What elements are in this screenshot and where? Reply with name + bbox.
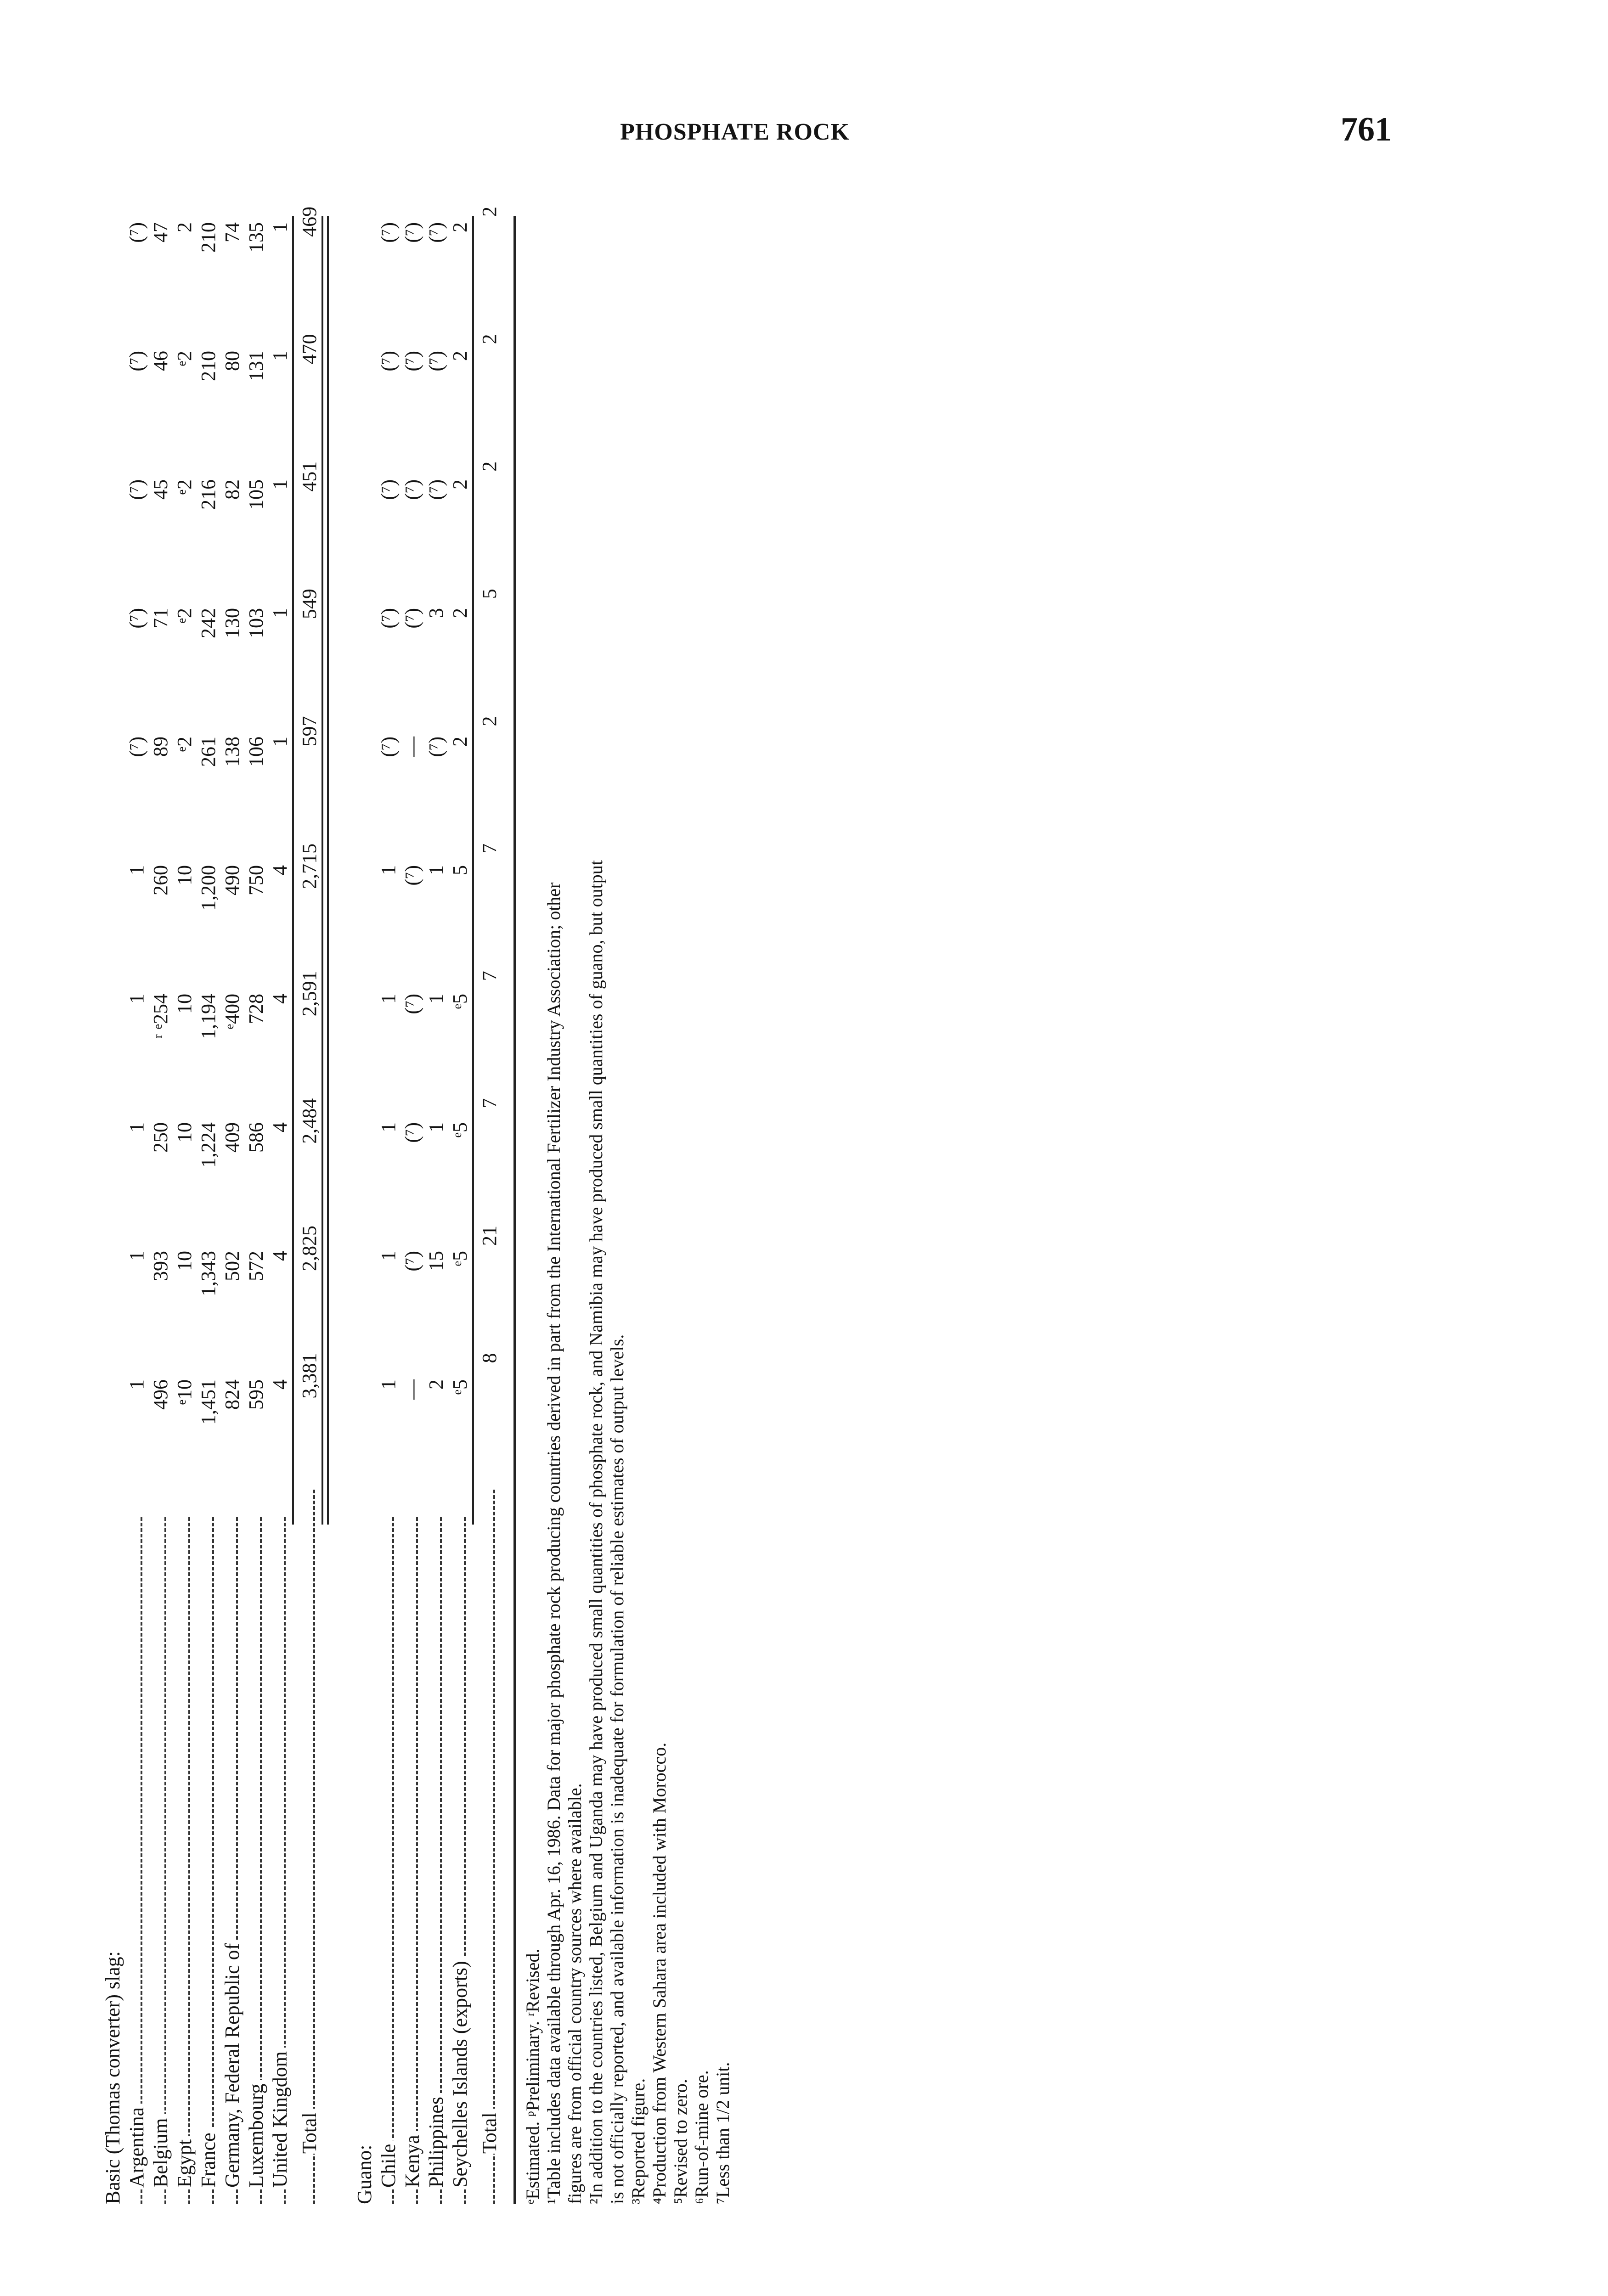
footnote-line: ¹Table includes data available through Apr. 16, 1986. Data for major phosphate rock producing countries derived in part from the International Fertilizer Industry Association; other — [543, 882, 564, 2204]
table-cell: 74 — [221, 222, 243, 242]
total-cell: 3,381 — [298, 1353, 321, 1399]
footnote-line: ⁴Production from Western Sahara area included with Morocco. — [649, 1742, 670, 2204]
table-cell: 210 — [197, 222, 220, 253]
table-cell: 2 — [449, 737, 471, 747]
page-number: 761 — [1341, 111, 1392, 148]
table-cell: 572 — [245, 1251, 267, 1281]
total-label — [298, 1480, 322, 2204]
footnote-line: ⁶Run-of-mine ore. — [691, 2070, 712, 2204]
total-cell: 2 — [478, 461, 501, 472]
table-cell: 261 — [197, 737, 220, 767]
row-label-text: Luxembourg — [245, 2080, 267, 2188]
table-cell: (⁷) — [425, 351, 447, 371]
table-cell: 1 — [125, 1251, 148, 1261]
table-cell: 728 — [245, 994, 267, 1024]
table-cell: 1 — [377, 865, 400, 875]
subtotal-rule — [292, 207, 294, 2204]
rule-line — [292, 216, 294, 1525]
table-cell: (⁷) — [125, 479, 148, 500]
table-cell: 4 — [269, 1379, 291, 1390]
total-cell: 7 — [478, 971, 501, 981]
table-cell: 2 — [449, 479, 471, 490]
table-cell: 45 — [149, 479, 172, 500]
table-cell: ᵉ2 — [173, 351, 196, 366]
section-heading-guano — [353, 1525, 377, 2204]
table-cell: (⁷) — [401, 1251, 423, 1272]
table-cell: 1 — [425, 994, 447, 1004]
table-cell: 1 — [377, 1379, 400, 1390]
total-label — [478, 1480, 502, 2204]
total-cell: 2,715 — [298, 843, 321, 889]
row-label — [149, 1508, 173, 2204]
table-row — [220, 207, 244, 2204]
total-double-rule — [322, 207, 329, 2204]
table-cell: 1 — [425, 865, 447, 875]
table-cell: ᵉ2 — [173, 737, 196, 752]
table-cell: (⁷) — [401, 351, 423, 371]
table-cell: 130 — [221, 608, 243, 638]
row-label — [424, 1508, 448, 2204]
table-cell: ᵉ5 — [449, 994, 471, 1009]
table-row — [197, 207, 220, 2204]
total-cell: 5 — [478, 589, 501, 599]
footnotes — [522, 230, 733, 2204]
table-cell: 1 — [377, 1251, 400, 1261]
row-label — [125, 1508, 149, 2204]
table-cell: 82 — [221, 479, 243, 500]
subtotal-rule — [472, 207, 474, 2204]
table-cell: 1,224 — [197, 1122, 220, 1168]
table-row — [377, 207, 401, 2204]
table-cell: (⁷) — [125, 608, 148, 629]
table-cell: 1 — [377, 994, 400, 1004]
table-cell: (⁷) — [401, 994, 423, 1014]
table-cell: ᵉ2 — [173, 479, 196, 495]
table-cell: 10 — [173, 1122, 196, 1142]
row-label — [268, 1508, 292, 2204]
row-label-text: Philippines — [425, 2093, 447, 2188]
total-cell: 7 — [478, 1098, 501, 1109]
table-cell: 106 — [245, 737, 267, 767]
total-cell: 21 — [478, 1226, 501, 1246]
total-row — [294, 207, 322, 2204]
footnote-line: ⁷Less than 1/2 unit. — [712, 2062, 733, 2204]
table-cell: (⁷) — [425, 479, 447, 500]
table-cell: 1,451 — [197, 1379, 220, 1425]
table-cell: 1 — [125, 994, 148, 1004]
section-heading-guano-row — [353, 207, 377, 2204]
total-label-text: Total — [478, 2109, 501, 2154]
table-bottom-rule — [513, 216, 516, 2204]
table-cell: 46 — [149, 351, 172, 371]
table-cell: 496 — [149, 1379, 172, 1410]
table-cell: 105 — [245, 479, 267, 510]
section-heading-slag-text: Basic (Thomas converter) slag: — [102, 1947, 124, 2204]
total-cell: 597 — [298, 716, 321, 747]
table-cell: 10 — [173, 994, 196, 1014]
total-cell: 2,591 — [298, 971, 321, 1017]
row-label-text: Belgium — [149, 2114, 172, 2188]
total-cell: 470 — [298, 334, 321, 365]
table-cell: 2 — [449, 608, 471, 618]
table-cell: 2 — [449, 351, 471, 361]
table-cell: — — [401, 737, 423, 757]
rule-line — [472, 216, 474, 1525]
row-label-text: Argentina — [125, 2104, 148, 2188]
table-row — [125, 207, 149, 2204]
table-cell: — — [401, 1379, 423, 1400]
table-cell: 2 — [173, 222, 196, 232]
row-gap — [329, 207, 353, 2204]
table-cell: 1,194 — [197, 994, 220, 1039]
table-cell: 138 — [221, 737, 243, 767]
table-cell: 1 — [269, 737, 291, 747]
table-cell: (⁷) — [401, 1122, 423, 1143]
table-cell: ʳ ᵉ254 — [149, 994, 172, 1039]
table-cell: (⁷) — [425, 737, 447, 757]
table-cell: 71 — [149, 608, 172, 628]
table-row — [244, 207, 268, 2204]
table-cell: 131 — [245, 351, 267, 381]
total-cell: 8 — [478, 1353, 501, 1363]
total-cell: 2 — [478, 206, 501, 217]
footnote-lines — [543, 230, 733, 2204]
row-label — [448, 1508, 472, 2204]
table-cell: 10 — [173, 1251, 196, 1271]
row-label-text: United Kingdom — [269, 2048, 291, 2188]
table-cell: ᵉ400 — [221, 994, 243, 1030]
footnote-line: ²In addition to the countries listed, Belgium and Uganda may have produced small quantities of phosphate rock, and Namibia may have produced small quantities of guano, but output — [586, 860, 606, 2204]
table-row — [268, 207, 292, 2204]
table-cell: 1 — [425, 1122, 447, 1132]
table-cell: 4 — [269, 1251, 291, 1261]
table-cell: 1 — [125, 865, 148, 875]
total-cell: 2,484 — [298, 1098, 321, 1144]
table-cell: 135 — [245, 222, 267, 253]
table-cell: 3 — [425, 608, 447, 618]
total-label-text: Total — [298, 2109, 321, 2154]
table-cell: (⁷) — [401, 479, 423, 500]
rotated-table-block — [101, 207, 850, 2204]
table-cell: 586 — [245, 1122, 267, 1153]
table-cell: 824 — [221, 1379, 243, 1410]
row-label-text: Chile — [377, 2140, 400, 2188]
table-cell: 260 — [149, 865, 172, 895]
table-cell: 250 — [149, 1122, 172, 1153]
table-cell: 5 — [449, 865, 471, 875]
total-cell: 451 — [298, 461, 321, 492]
total-cell: 549 — [298, 589, 321, 619]
table-row — [424, 207, 448, 2204]
table-cell: 1 — [125, 1122, 148, 1132]
footnote-line: ⁵Revised to zero. — [670, 2079, 691, 2204]
footnote-line: figures are from official country sources where available. — [564, 1783, 585, 2204]
table-cell: 1 — [269, 479, 291, 490]
total-cell: 2,825 — [298, 1226, 321, 1272]
table-cell: (⁷) — [377, 351, 400, 371]
total-cell: 7 — [478, 843, 501, 854]
row-label — [377, 1508, 401, 2204]
table-cell: 2 — [449, 222, 471, 232]
table-cell: (⁷) — [377, 608, 400, 629]
table-cell: 595 — [245, 1379, 267, 1410]
table-cell: 1 — [125, 1379, 148, 1390]
table-cell: 2 — [425, 1379, 447, 1390]
table-cell: 1 — [269, 351, 291, 361]
row-label — [401, 1508, 424, 2204]
row-label — [197, 1508, 220, 2204]
table-cell: 1,343 — [197, 1251, 220, 1296]
table-cell: 103 — [245, 608, 267, 638]
table-cell: 210 — [197, 351, 220, 381]
rule-spacer — [292, 1525, 294, 2204]
footnote-line: ³Reported figure. — [628, 2078, 649, 2204]
row-label — [173, 1508, 197, 2204]
table-cell: 502 — [221, 1251, 243, 1281]
table-cell: 89 — [149, 737, 172, 757]
rule-spacer — [322, 1525, 329, 2204]
table-cell: 393 — [149, 1251, 172, 1281]
table-cell: 4 — [269, 1122, 291, 1132]
table-cell: (⁷) — [377, 479, 400, 500]
table-cell: 1 — [269, 608, 291, 618]
table-cell: 80 — [221, 351, 243, 371]
table-cell: 750 — [245, 865, 267, 895]
table-cell: 1 — [269, 222, 291, 232]
row-label — [244, 1508, 268, 2204]
row-label-text: Germany, Federal Republic of — [221, 1940, 243, 2188]
table-cell: 242 — [197, 608, 220, 638]
total-cell: 2 — [478, 334, 501, 344]
table-cell: 409 — [221, 1122, 243, 1153]
table-cell: (⁷) — [125, 737, 148, 757]
rule-spacer — [472, 1525, 474, 2204]
row-label-text: Kenya — [401, 2131, 423, 2188]
section-heading-slag — [101, 1525, 125, 2204]
table-cell: 490 — [221, 865, 243, 895]
total-cell: 469 — [298, 206, 321, 237]
footnote-legend: ᵉEstimated. ᵖPreliminary. ʳRevised. — [522, 1948, 543, 2204]
table-cell: (⁷) — [377, 737, 400, 757]
table-cell: ᵉ5 — [449, 1122, 471, 1138]
table-cell: 216 — [197, 479, 220, 510]
running-head: PHOSPHATE ROCK — [620, 119, 850, 145]
rule-line — [322, 216, 329, 1525]
footnote-line: is not officially reported, and available information is inadequate for formulation of reliable estimates of output levels. — [607, 1334, 627, 2204]
table-cell: (⁷) — [401, 222, 423, 243]
section-heading-slag-row — [101, 207, 125, 2204]
table-cell: 10 — [173, 865, 196, 885]
table-cell: 4 — [269, 994, 291, 1004]
table-cell: ᵉ5 — [449, 1379, 471, 1395]
table-cell: (⁷) — [425, 222, 447, 243]
table-row — [149, 207, 173, 2204]
table-cell: (⁷) — [125, 351, 148, 371]
table-row — [448, 207, 472, 2204]
table-cell: 47 — [149, 222, 172, 242]
table-cell: ᵉ10 — [173, 1379, 196, 1405]
row-label-text: France — [197, 2129, 220, 2188]
table-cell: (⁷) — [401, 608, 423, 629]
total-row — [474, 207, 502, 2204]
table-row — [173, 207, 197, 2204]
table-cell: (⁷) — [125, 222, 148, 243]
table-cell: 4 — [269, 865, 291, 875]
table-cell: 1,200 — [197, 865, 220, 911]
section-heading-guano-text: Guano: — [353, 2141, 376, 2204]
table-cell: (⁷) — [401, 865, 423, 886]
production-table — [101, 207, 502, 2204]
total-cell: 2 — [478, 716, 501, 726]
table-cell: ᵉ5 — [449, 1251, 471, 1266]
table-cell: 1 — [377, 1122, 400, 1132]
table-row — [401, 207, 424, 2204]
row-label — [220, 1508, 244, 2204]
table-cell: (⁷) — [377, 222, 400, 243]
table-cell: ᵉ2 — [173, 608, 196, 624]
row-label-text: Seychelles Islands (exports) — [449, 1957, 471, 2188]
table-cell: 15 — [425, 1251, 447, 1271]
row-label-text: Egypt — [173, 2136, 196, 2188]
